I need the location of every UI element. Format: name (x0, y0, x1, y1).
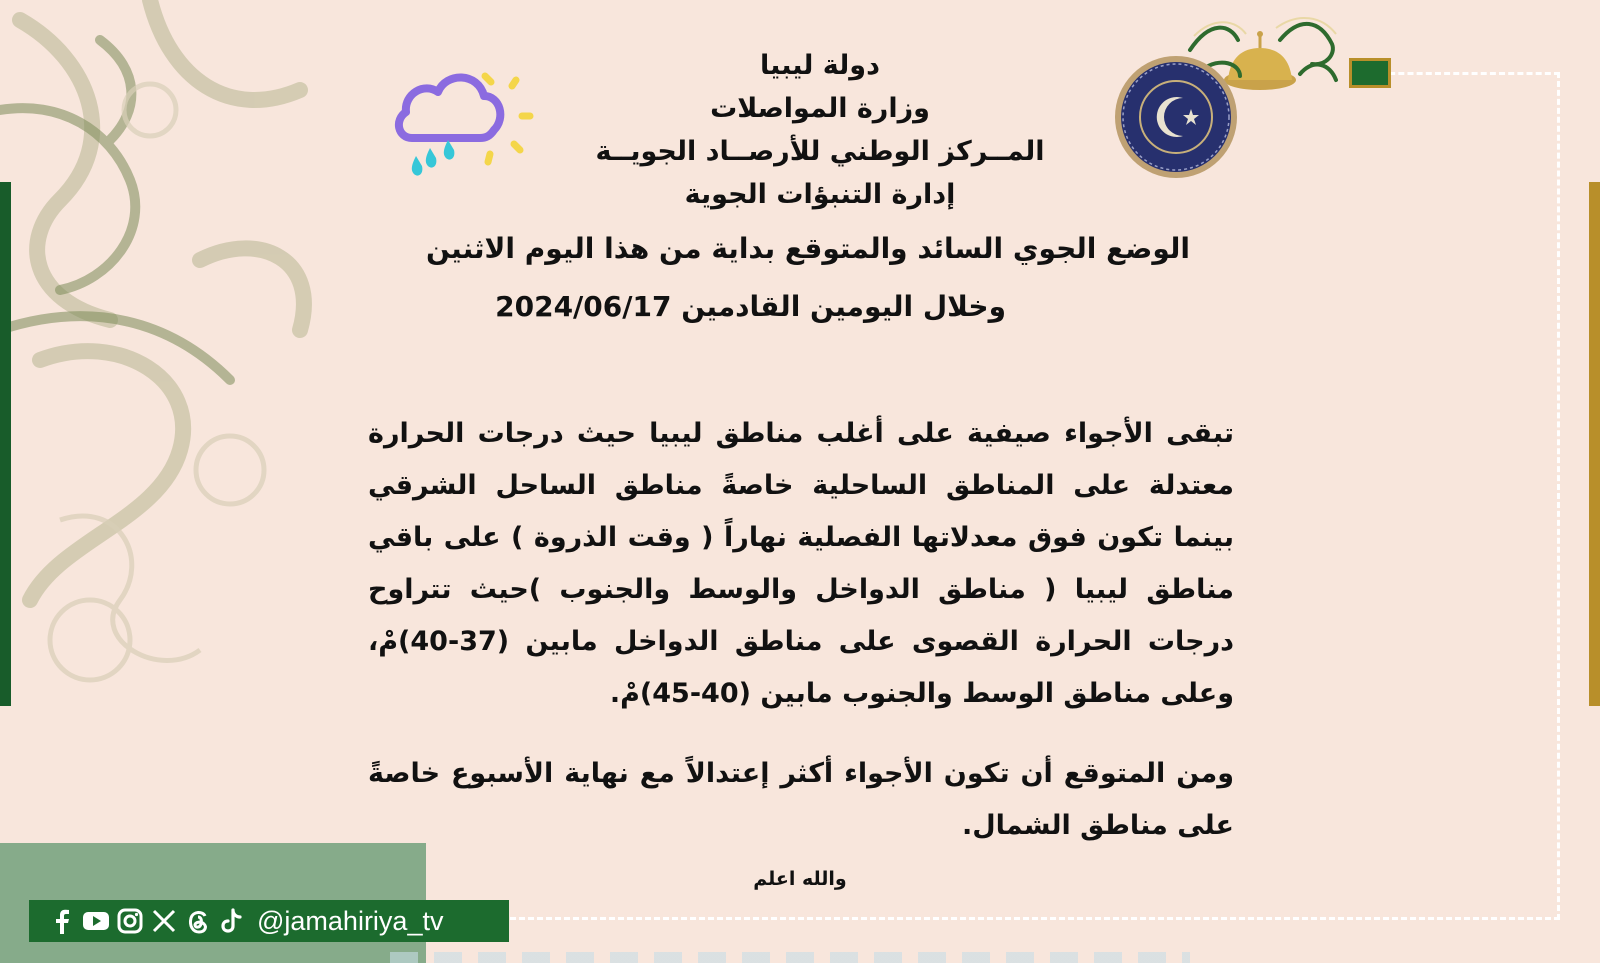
bulletin-title-line-2: 2024/06/17 وخلال اليومين القادمين (495, 290, 1006, 323)
header-line-3: المــركز الوطني للأرصــاد الجويــة (595, 136, 1045, 167)
forecast-paragraph-1: تبقى الأجواء صيفية على أغلب مناطق ليبيا حيث درجات الحرارة معتدلة على المناطق الساحلية خاصةً مناطق الساحل الشرقي بينما تكون فوق معدلاتها الفصلية نهاراً ( وقت الذروة ) على باقي مناطق ليبيا ( مناطق الدواخل والوسط والجنوب )حيث تتراوح درجات الحرارة القصوى على مناطق الدواخل مابين (37-40)مْ، وعلى مناطق الوسط والجنوب مابين (40-45)مْ. (368, 418, 1234, 709)
tiktok-icon[interactable] (217, 906, 247, 936)
header-line-1: دولة ليبيا (760, 50, 880, 81)
x-icon[interactable] (149, 906, 179, 936)
bottom-faint-decoration (390, 952, 1190, 963)
instagram-icon[interactable] (115, 906, 145, 936)
weather-rain-cloud-icon (390, 60, 550, 180)
social-handle[interactable]: @jamahiriya_tv (257, 905, 444, 936)
green-flag-square (1349, 58, 1391, 88)
ministry-emblem-icon (1113, 54, 1239, 180)
social-bar (29, 900, 509, 942)
header-line-2: وزارة المواصلات (710, 93, 930, 124)
threads-icon[interactable] (183, 906, 213, 936)
youtube-icon[interactable] (81, 906, 111, 936)
header-block (560, 44, 1080, 216)
forecast-paragraph-2: ومن المتوقع أن تكون الأجواء أكثر إعتدالاً مع نهاية الأسبوع خاصةً على مناطق الشمال. (368, 758, 1234, 841)
calligraphy-decoration (0, 0, 360, 760)
left-green-bar (0, 182, 11, 706)
closing-text: والله اعلم (753, 868, 847, 890)
dashed-frame (1380, 72, 1560, 920)
dashed-frame-bottom (510, 917, 1560, 920)
bulletin-title-line-1: الوضع الجوي السائد والمتوقع بداية من هذا اليوم الاثنين (425, 232, 1190, 265)
facebook-icon[interactable] (47, 906, 77, 936)
right-gold-bar (1589, 182, 1600, 706)
header-line-4: إدارة التنبؤات الجوية (684, 179, 956, 210)
